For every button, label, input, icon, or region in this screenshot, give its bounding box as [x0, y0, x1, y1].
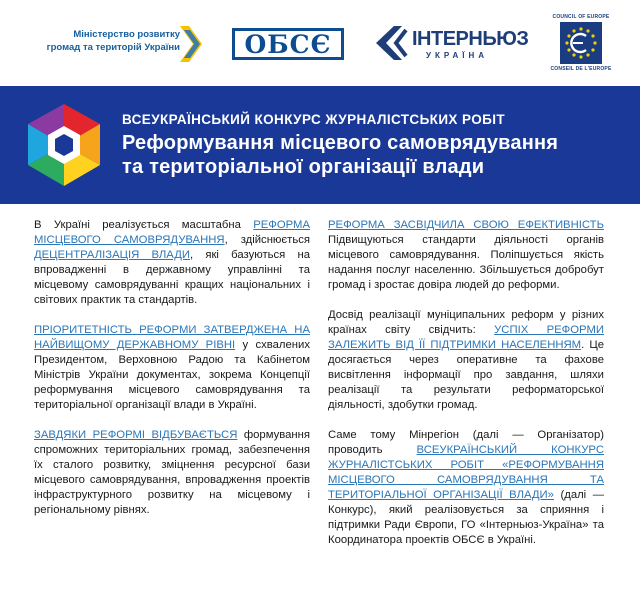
paragraph-contest-announcement: Саме тому Мінрегіон (далі — Організатор) проводить ВСЕУКРАЇНСЬКИЙ КОНКУРС ЖУРНАЛІСТСЬКИХ РОБІТ «РЕФОРМУВАННЯ МІСЦЕВОГО САМОВРЯДУВАННЯ ТА ТЕРИТОРІАЛЬНОЇ ОРГАНІЗАЦІЇ ВЛАДИ» (далі — Конкурс), який реалізовується за сприяння і підтримки Ради Європи, ГО «Інтерньюз-Україна» та Координатора проектів ОБСЄ в Україні.	[328, 429, 604, 546]
ministry-chevron-icon	[180, 26, 204, 62]
paragraph-thanks-to-reform: ЗАВДЯКИ РЕФОРМІ ВІДБУВАЄТЬСЯ формування спроможних територіальних громад, забезпечення їх сталого розвитку, зміцнення ресурсної бази місцевого самоврядування, впровадження проектів інфраструктурного розвитку на місцевому і регіональному рівнях.	[34, 429, 311, 516]
highlight-decentralization: ДЕЦЕНТРАЛІЗАЦІЯ ВЛАДИ	[34, 249, 190, 261]
hexagon-emblem-icon	[28, 104, 100, 186]
coe-emblem-icon	[560, 22, 602, 64]
left-column	[34, 218, 310, 533]
banner-kicker: ВСЕУКРАЇНСЬКИЙ КОНКУРС ЖУРНАЛІСТСЬКИХ РОБІТ	[122, 112, 506, 127]
highlight-thanks-to-reform: ЗАВДЯКИ РЕФОРМІ ВІДБУВАЄТЬСЯ	[34, 429, 238, 441]
coe-caption-bottom: CONSEIL DE L'EUROPE	[550, 66, 612, 72]
highlight-priority: ПРІОРИТЕТНІСТЬ РЕФОРМИ ЗАТВЕРДЖЕНА НА НАЙВИЩОМУ ДЕРЖАВНОМУ РІВНІ	[34, 324, 310, 351]
internews-logo	[372, 22, 529, 66]
partner-logos	[0, 0, 640, 86]
ministry-name-line1: Міністерство розвитку	[73, 29, 180, 40]
paragraph-reform-intro: В Україні реалізується масштабна РЕФОРМА МІСЦЕВОГО САМОВРЯДУВАННЯ, здійснюється ДЕЦЕНТРАЛІЗАЦІЯ ВЛАДИ, які базуються на впровадженні в державному управлінні та місцевому самоврядуванні кращих національних і світових практик та стандартів.	[34, 219, 311, 306]
banner-title-line2: та територіальної організації влади	[122, 156, 485, 178]
osce-logo: ОБСЄ	[232, 28, 344, 60]
highlight-public-support: УСПІХ РЕФОРМИ ЗАЛЕЖИТЬ ВІД ЇЇ ПІДТРИМКИ НАСЕЛЕННЯМ	[328, 324, 604, 351]
highlight-effectiveness: РЕФОРМА ЗАСВІДЧИЛА СВОЮ ЕФЕКТИВНІСТЬ	[328, 219, 604, 231]
contest-banner	[0, 86, 640, 204]
paragraph-experience: Досвід реалізації муніципальних реформ у різних країнах світу свідчить: УСПІХ РЕФОРМИ ЗАЛЕЖИТЬ ВІД ЇЇ ПІДТРИМКИ НАСЕЛЕННЯМ. Це досягається через оперативне та фахове висвітлення інформації про завдання, шляхи реалізації та результати реформаторської діяльності, здобутки громад.	[328, 309, 605, 411]
internews-subtitle: УКРАЇНА	[426, 51, 489, 60]
council-of-europe-logo	[546, 14, 616, 74]
highlight-reform: РЕФОРМА МІСЦЕВОГО САМОВРЯДУВАННЯ	[34, 219, 310, 246]
banner-title-line1: Реформування місцевого самоврядування	[122, 132, 559, 154]
internews-name: ІНТЕРНЬЮЗ	[412, 28, 529, 50]
paragraph-priority: ПРІОРИТЕТНІСТЬ РЕФОРМИ ЗАТВЕРДЖЕНА НА НАЙВИЩОМУ ДЕРЖАВНОМУ РІВНІ у схвалених Президентом, Верховною Радою та Кабінетом Міністрів України документах, зокрема Концепції реформування місцевого самоврядування та територіальної організації влади в Україні.	[34, 324, 311, 411]
ministry-logo	[12, 26, 204, 62]
internews-mark-icon	[372, 24, 412, 62]
ministry-name-line2: громад та територій України	[46, 42, 180, 53]
right-column	[328, 218, 604, 563]
banner-title	[122, 131, 622, 179]
highlight-contest-name: ВСЕУКРАЇНСЬКИЙ КОНКУРС ЖУРНАЛІСТСЬКИХ РОБІТ «РЕФОРМУВАННЯ МІСЦЕВОГО САМОВРЯДУВАННЯ ТА ТЕРИТОРІАЛЬНОЇ ОРГАНІЗАЦІЇ ВЛАДИ»	[328, 444, 604, 501]
paragraph-effectiveness: РЕФОРМА ЗАСВІДЧИЛА СВОЮ ЕФЕКТИВНІСТЬ Підвищуються стандарти діяльності органів місцевого самоврядування. Поліпшується якість надання послуг населенню. Збільшується добробут громад і зростає довіра людей до реформи.	[328, 219, 604, 291]
coe-caption-top: COUNCIL OF EUROPE	[552, 14, 610, 20]
